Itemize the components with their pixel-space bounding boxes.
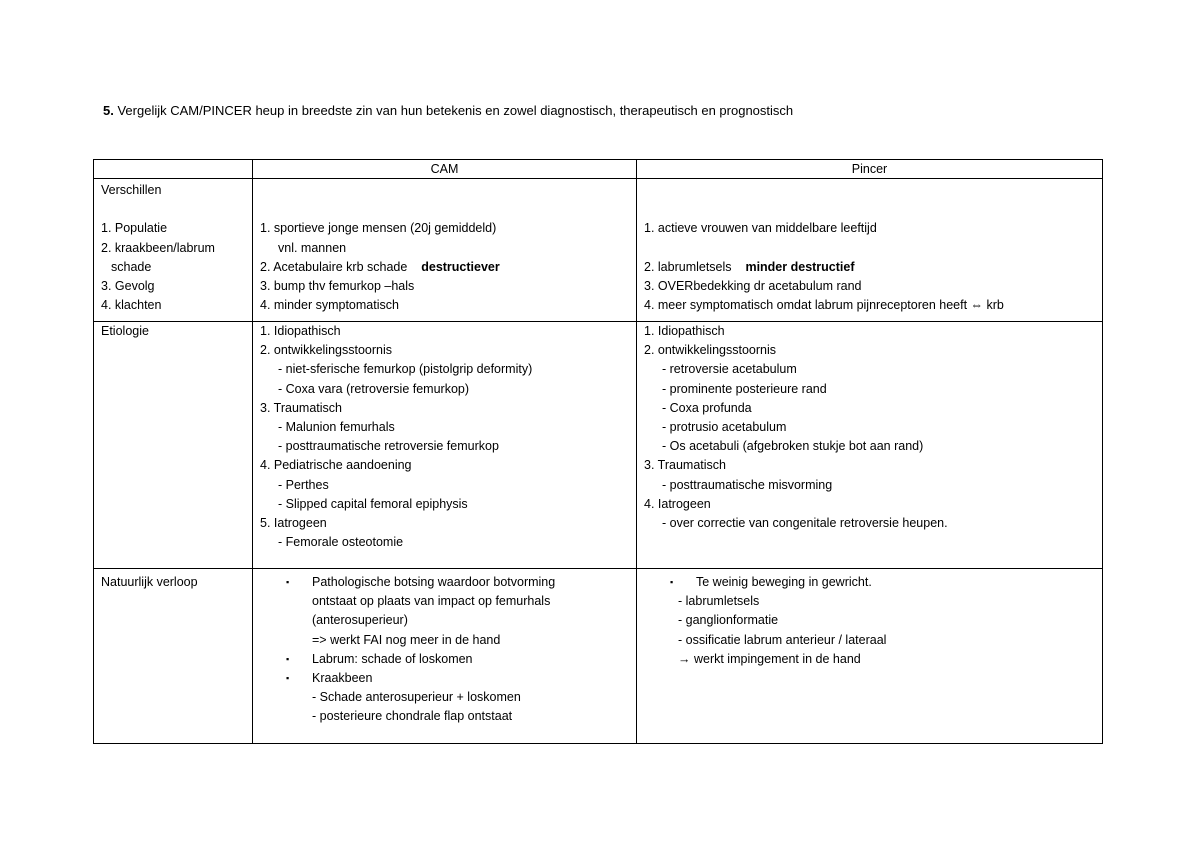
bullet-icon: ▪ — [286, 673, 290, 684]
header-cam: CAM — [253, 160, 637, 179]
etiologie-label-cell — [94, 322, 253, 569]
row-label: Natuurlijk verloop — [101, 575, 198, 589]
cell-line: - Perthes — [278, 477, 329, 492]
row-label: Verschillen — [101, 183, 162, 197]
question-number: 5. — [103, 103, 114, 118]
sub-line: - ossificatie labrum anterieur / lateraal — [678, 632, 887, 647]
cell-line: 3. OVERbedekking dr acetabulum rand — [644, 278, 862, 293]
bullet-icon: ▪ — [286, 653, 290, 664]
cell-line: 3. Traumatisch — [644, 458, 726, 473]
table-header-row — [94, 160, 1103, 179]
criteria-item: 4. klachten — [101, 298, 162, 313]
cell-line: 3. bump thv femurkop –hals — [260, 278, 415, 293]
emphasis-text: destructiever — [421, 259, 500, 274]
cell-line: - Os acetabuli (afgebroken stukje bot aan rand) — [662, 439, 924, 454]
sub-line: - labrumletsels — [678, 594, 760, 609]
bullet-item: ▪ Kraakbeen — [260, 669, 629, 688]
header-pincer: Pincer — [637, 160, 1103, 179]
cell-line: 2. ontwikkelingsstoornis — [260, 343, 393, 358]
verloop-label-cell — [94, 569, 253, 744]
bullet-continuation: - posterieure chondrale flap ontstaat — [312, 709, 513, 724]
criteria-item: 2. kraakbeen/labrum — [101, 240, 215, 255]
bullet-item: ▪ Pathologische botsing waardoor botvorming — [260, 573, 629, 592]
cell-line: 2. Acetabulaire krb schade destructiever — [260, 259, 500, 274]
cell-line: 2. labrumletsels minder destructief — [644, 259, 855, 274]
bullet-continuation: => werkt FAI nog meer in de hand — [312, 632, 501, 647]
criteria-item: 3. Gevolg — [101, 279, 155, 293]
cell-line: 1. Idiopathisch — [644, 324, 725, 338]
etiologie-pincer-cell — [637, 322, 1103, 569]
cell-line: 1. Idiopathisch — [260, 324, 341, 338]
cell-line: - prominente posterieure rand — [662, 381, 827, 396]
cell-line: vnl. mannen — [278, 240, 347, 255]
cell-line: 4. Pediatrische aandoening — [260, 458, 412, 473]
criteria-item: 1. Populatie — [101, 221, 168, 236]
verloop-cam-cell — [253, 569, 637, 744]
question-title — [103, 103, 793, 118]
cell-line: - Slipped capital femoral epiphysis — [278, 496, 468, 511]
verschillen-label-cell — [94, 179, 253, 322]
cell-line: - protrusio acetabulum — [662, 420, 787, 435]
table-row-verschillen — [94, 179, 1103, 322]
cell-line: 1. actieve vrouwen van middelbare leeftijd — [644, 221, 877, 236]
bullet-continuation: (anterosuperieur) — [312, 613, 408, 628]
cell-line: 2. ontwikkelingsstoornis — [644, 343, 777, 358]
bullet-continuation: - Schade anterosuperieur + loskomen — [312, 690, 521, 705]
cell-line: 4. minder symptomatisch — [260, 298, 399, 313]
bullet-icon: ▪ — [286, 577, 290, 587]
table-row-etiologie — [94, 322, 1103, 569]
cell-line: - Coxa vara (retroversie femurkop) — [278, 381, 470, 396]
cell-line: - Malunion femurhals — [278, 420, 395, 435]
header-empty — [94, 160, 253, 179]
criteria-item: schade — [111, 259, 152, 274]
cell-line: - niet-sferische femurkop (pistolgrip deformity) — [278, 362, 533, 377]
cell-line: 5. Iatrogeen — [260, 516, 327, 531]
etiologie-cam-cell — [253, 322, 637, 569]
cell-line: 4. meer symptomatisch omdat labrum pijnreceptoren heeft ⇔ krb — [644, 298, 1004, 313]
bullet-continuation: ontstaat op plaats van impact op femurhals — [312, 594, 551, 609]
verloop-pincer-cell — [637, 569, 1103, 744]
sub-line: - ganglionformatie — [678, 613, 779, 628]
bullet-icon: ▪ — [670, 577, 674, 587]
cell-line: - posttraumatische misvorming — [662, 477, 833, 492]
emphasis-text: minder destructief — [745, 259, 855, 274]
cell-line: - posttraumatische retroversie femurkop — [278, 439, 499, 454]
bullet-item: ▪ Te weinig beweging in gewricht. — [644, 573, 1095, 592]
cell-line: 4. Iatrogeen — [644, 496, 711, 511]
row-label: Etiologie — [101, 324, 149, 338]
table-row-natuurlijk-verloop — [94, 569, 1103, 744]
verschillen-cam-cell — [253, 179, 637, 322]
cell-line: 1. sportieve jonge mensen (20j gemiddeld) — [260, 221, 497, 236]
cell-line: 3. Traumatisch — [260, 400, 342, 415]
comparison-table — [93, 159, 1103, 744]
bullet-item: ▪ Labrum: schade of loskomen — [260, 650, 629, 669]
sub-line: → werkt impingement in de hand — [678, 651, 861, 666]
question-text: Vergelijk CAM/PINCER heup in breedste zin van hun betekenis en zowel diagnostisch, therapeutisch en prognostisch — [117, 103, 794, 118]
cell-line: - Coxa profunda — [662, 400, 752, 415]
cell-line: - Femorale osteotomie — [278, 535, 404, 550]
verschillen-pincer-cell — [637, 179, 1103, 322]
cell-line: - over correctie van congenitale retroversie heupen. — [662, 516, 948, 531]
cell-line: - retroversie acetabulum — [662, 362, 797, 377]
